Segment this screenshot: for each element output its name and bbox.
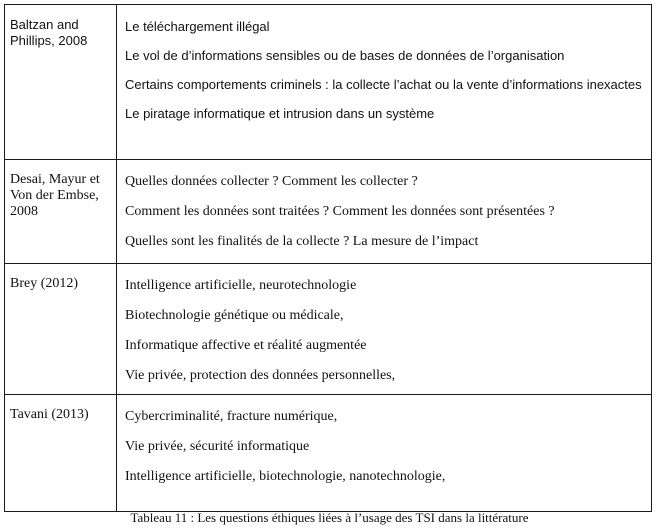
issue-item: Le téléchargement illégal (125, 19, 270, 34)
author-cell: Baltzan and Phillips, 2008 (5, 5, 117, 159)
issue-item: Certains comportements criminels : la collecte l’achat ou la vente d’informations inexactes (125, 77, 642, 92)
table-row (5, 264, 651, 395)
issue-item: Le piratage informatique et intrusion dans un système (125, 106, 435, 121)
issue-item: Intelligence artificielle, biotechnologie, nanotechnologie, (125, 469, 446, 484)
author-cell: Tavani (2013) (5, 395, 117, 511)
issue-item: Quelles données collecter ? Comment les collecter ? (125, 174, 418, 189)
issue-item: Intelligence artificielle, neurotechnologie (125, 278, 357, 293)
ethics-table (4, 4, 652, 512)
table-row (5, 5, 651, 160)
issue-item: Quelles sont les finalités de la collecte ? La mesure de l’impact (125, 234, 479, 249)
issues-cell (117, 5, 651, 159)
author-cell: Desai, Mayur et Von der Embse, 2008 (5, 160, 117, 263)
issues-cell (117, 264, 651, 394)
table-row (5, 160, 651, 264)
table-row (5, 395, 651, 511)
issue-item: Vie privée, sécurité informatique (125, 439, 310, 454)
issue-item: Comment les données sont traitées ? Comment les données sont présentées ? (125, 204, 555, 219)
table-caption: Tableau 11 : Les questions éthiques liées à l’usage des TSI dans la littérature (130, 510, 529, 525)
issue-item: Informatique affective et réalité augmentée (125, 338, 367, 353)
issue-item: Le vol de d’informations sensibles ou de bases de données de l’organisation (125, 48, 565, 63)
author-cell: Brey (2012) (5, 264, 117, 394)
issues-cell (117, 160, 651, 263)
issues-cell (117, 395, 651, 511)
issue-item: Cybercriminalité, fracture numérique, (125, 409, 338, 424)
issue-item: Vie privée, protection des données personnelles, (125, 368, 396, 383)
issue-item: Biotechnologie génétique ou médicale, (125, 308, 344, 323)
